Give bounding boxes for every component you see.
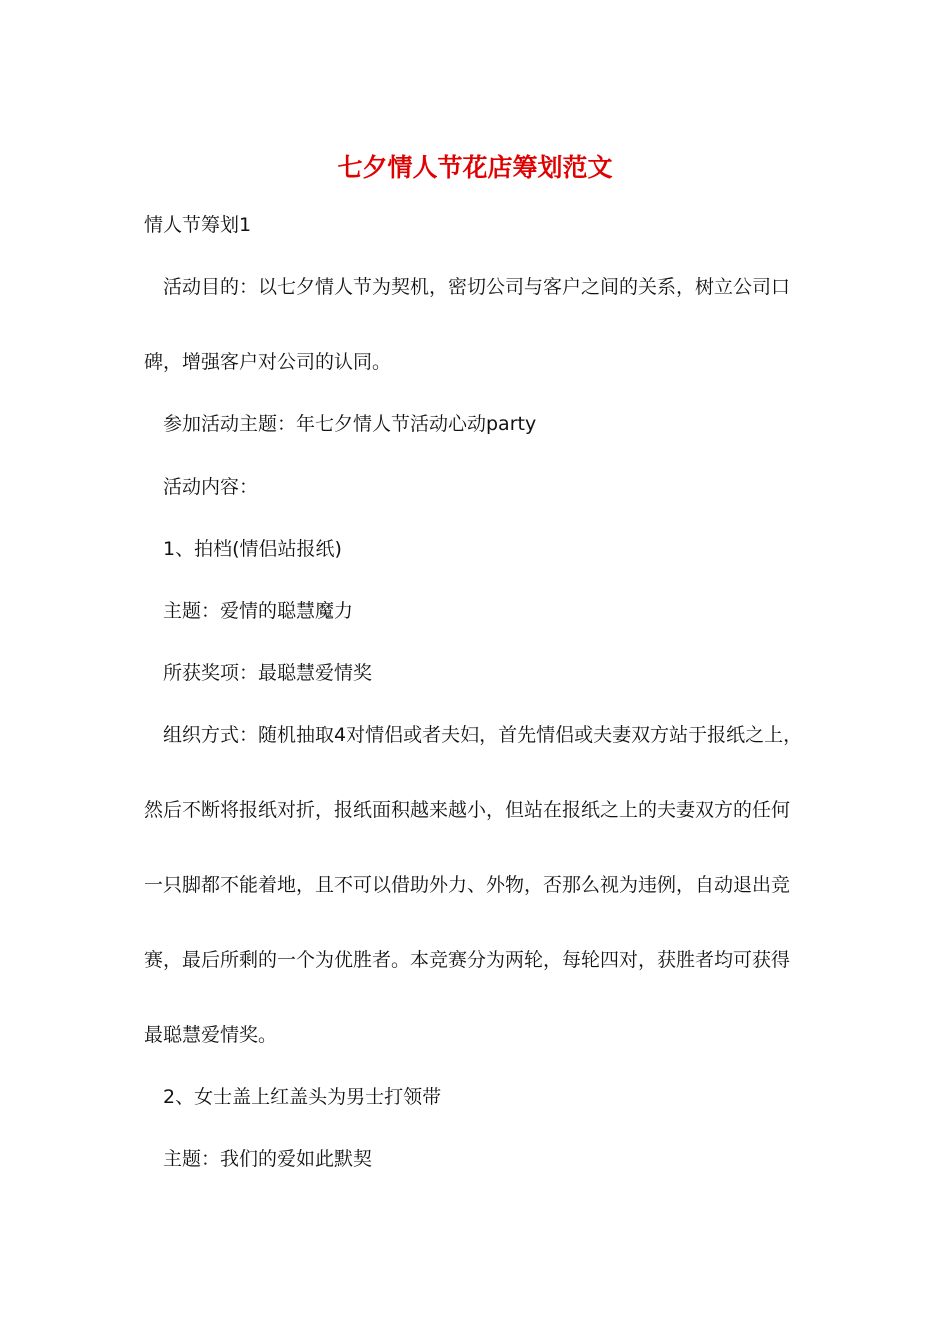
section-heading: 情人节筹划1	[144, 214, 252, 236]
purpose-paragraph	[144, 250, 804, 400]
item1-theme: 主题：爱情的聪慧魔力	[163, 600, 354, 622]
content-label: 活动内容：	[163, 476, 259, 498]
theme-line: 参加活动主题：年七夕情人节活动心动party	[163, 413, 537, 435]
item2-title: 2、女士盖上红盖头为男士打领带	[163, 1086, 442, 1108]
item1-method-text: 组织方式：随机抽取4对情侣或者夫妇，首先情侣或夫妻双方站于报纸之上，然后不断将报纸对折，报纸面积越来越小，但站在报纸之上的夫妻双方的任何一只脚都不能着地，且不可以借助外力、外物，否那么视为违例，自动退出竞赛，最后所剩的一个为优胜者。本竞赛分为两轮，每轮四对，获胜者均可获得最聪慧爱情奖。	[144, 724, 803, 1046]
document-title: 七夕情人节花店筹划范文	[337, 153, 613, 182]
item1-title: 1、拍档(情侣站报纸)	[163, 538, 342, 560]
item2-theme: 主题：我们的爱如此默契	[163, 1148, 373, 1170]
item1-award: 所获奖项：最聪慧爱情奖	[163, 662, 373, 684]
purpose-text: 活动目的：以七夕情人节为契机，密切公司与客户之间的关系，树立公司口碑，增强客户对公司的认同。	[144, 276, 791, 373]
item1-method-paragraph	[144, 698, 804, 1073]
